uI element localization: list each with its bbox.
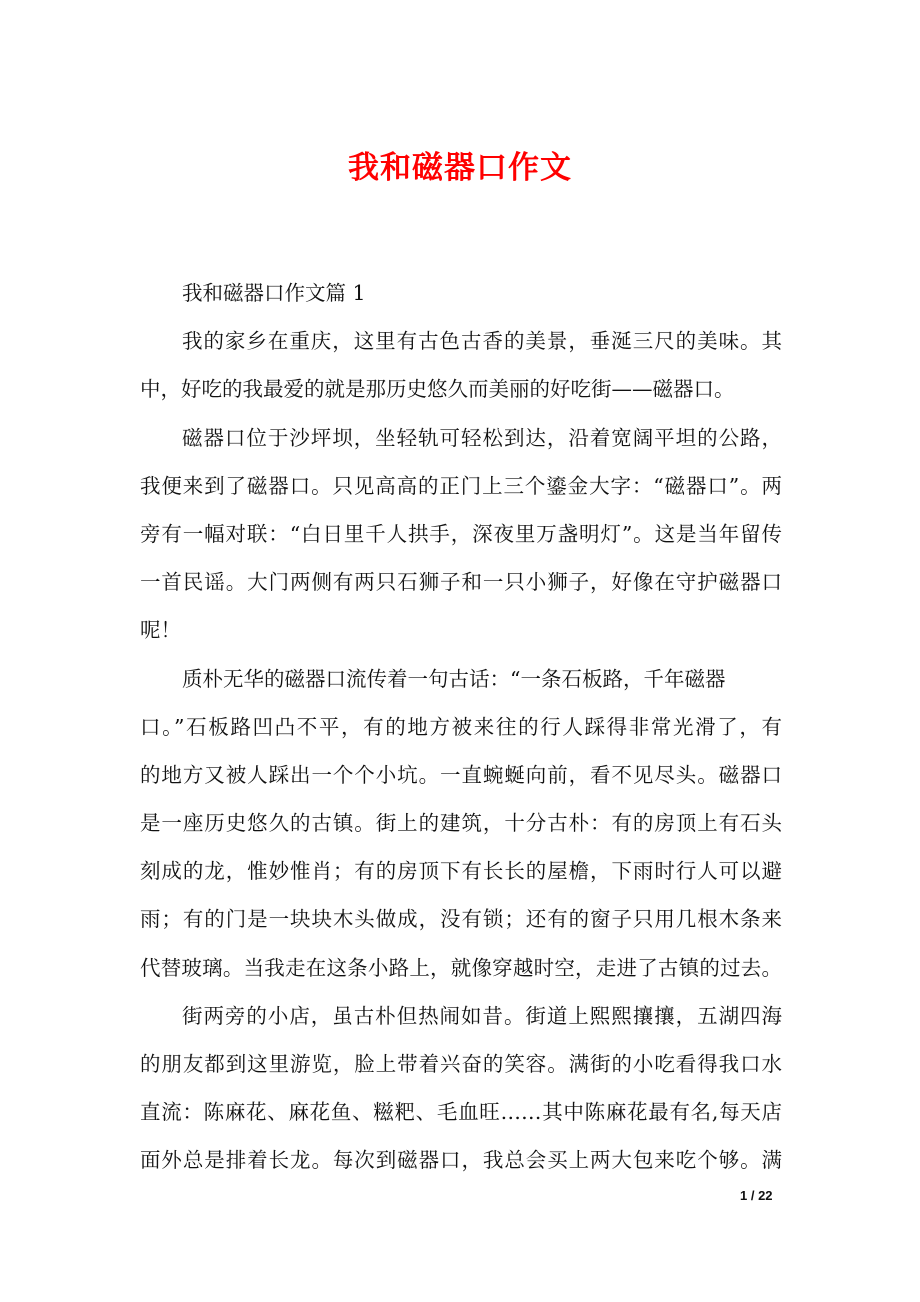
paragraph-line: 口。”石板路凹凸不平，有的地方被来往的行人踩得非常光滑了，有: [140, 715, 782, 739]
paragraph-line: 刻成的龙，惟妙惟肖；有的房顶下有长长的屋檐，下雨时行人可以避: [140, 859, 782, 883]
section-heading: 我和磁器口作文篇 1: [182, 281, 366, 305]
paragraph-line: 我的家乡在重庆，这里有古色古香的美景，垂涎三尺的美味。其: [182, 329, 782, 353]
document-title: 我和磁器口作文: [348, 150, 572, 186]
paragraph-line: 代替玻璃。当我走在这条小路上，就像穿越时空，走进了古镇的过去。: [140, 956, 782, 980]
page-number: 1 / 22: [740, 1188, 773, 1203]
paragraph-line: 我便来到了磁器口。只见高高的正门上三个鎏金大字：“磁器口”。两: [140, 474, 782, 498]
paragraph-line: 是一座历史悠久的古镇。街上的建筑，十分古朴：有的房顶上有石头: [140, 811, 782, 835]
paragraph-line: 直流：陈麻花、麻花鱼、糍粑、毛血旺……其中陈麻花最有名,每天店: [140, 1100, 782, 1124]
paragraph-line: 街两旁的小店，虽古朴但热闹如昔。街道上熙熙攘攘，五湖四海: [182, 1004, 782, 1028]
paragraph-line: 的地方又被人踩出一个个小坑。一直蜿蜒向前，看不见尽头。磁器口: [140, 763, 782, 787]
paragraph-line: 的朋友都到这里游览，脸上带着兴奋的笑容。满街的小吃看得我口水: [140, 1052, 782, 1076]
paragraph-line: 一首民谣。大门两侧有两只石狮子和一只小狮子，好像在守护磁器口: [140, 570, 782, 594]
paragraph-line: 雨；有的门是一块块木头做成，没有锁；还有的窗子只用几根木条来: [140, 907, 782, 931]
paragraph-line: 呢！: [140, 618, 181, 642]
paragraph-line: 质朴无华的磁器口流传着一句古话：“一条石板路，千年磁器: [182, 667, 726, 691]
paragraph-line: 磁器口位于沙坪坝，坐轻轨可轻松到达，沿着宽阔平坦的公路，: [182, 426, 782, 450]
paragraph-line: 中，好吃的我最爱的就是那历史悠久而美丽的好吃街——磁器口。: [140, 377, 735, 401]
paragraph-line: 旁有一幅对联：“白日里千人拱手，深夜里万盏明灯”。这是当年留传: [140, 522, 782, 546]
paragraph-line: 面外总是排着长龙。每次到磁器口，我总会买上两大包来吃个够。满: [140, 1148, 782, 1172]
